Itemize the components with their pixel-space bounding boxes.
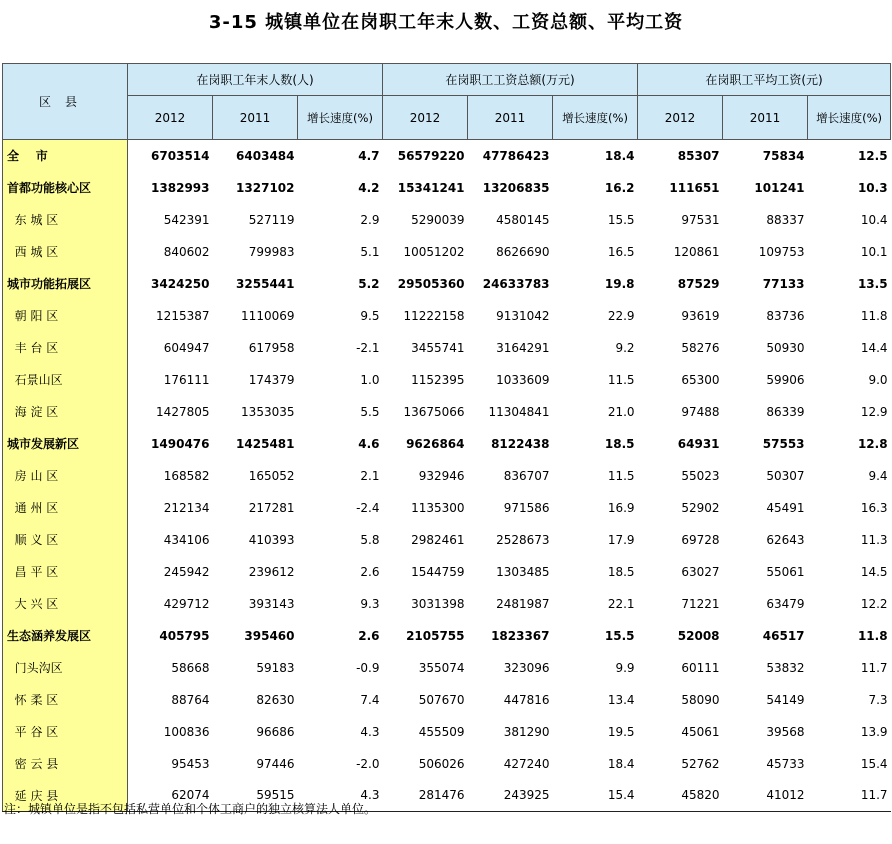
row-value-cell: 11.3 (860, 532, 888, 547)
row-value-cell: 45733 (766, 756, 805, 771)
table-row (3, 140, 891, 172)
row-value-cell: 12.5 (857, 148, 888, 163)
row-region-name: 平 谷 区 (3, 716, 128, 748)
row-value-cell: 2481987 (496, 596, 550, 611)
row-value-cell: 18.5 (604, 436, 635, 451)
row-value-cell: 86339 (766, 404, 805, 419)
row-value-cell: 1544759 (411, 564, 465, 579)
row-value-cell: 58090 (681, 692, 720, 707)
table-row (3, 652, 891, 684)
row-value-cell: 4580145 (496, 212, 550, 227)
row-value-cell: 109753 (758, 244, 805, 259)
row-value-cell: 1353035 (241, 404, 295, 419)
statistics-table (2, 63, 891, 812)
row-value-cell: 10.4 (860, 212, 888, 227)
row-region-name: 朝 阳 区 (3, 300, 128, 332)
corner-header: 区县 (3, 64, 128, 140)
row-value-cell: 62074 (128, 780, 213, 812)
sub-header-growth: 增长速度(%) (808, 96, 891, 140)
row-value-cell: 24633783 (482, 276, 550, 291)
row-region-name: 石景山区 (3, 364, 128, 396)
sub-header-2011: 2011 (723, 96, 808, 140)
row-region-name: 昌 平 区 (3, 556, 128, 588)
row-value-cell: 9131042 (496, 308, 550, 323)
row-value-cell: 58668 (171, 660, 210, 675)
row-value-cell: 59906 (766, 372, 805, 387)
row-value-cell: 15.5 (607, 212, 635, 227)
row-value-cell: 101241 (754, 180, 805, 195)
row-value-cell: 617958 (248, 340, 295, 355)
row-value-cell: 5.1 (360, 244, 380, 259)
row-value-cell: 1033609 (496, 372, 550, 387)
row-value-cell: 355074 (418, 660, 465, 675)
row-value-cell: 41012 (723, 780, 808, 812)
row-value-cell: 13.9 (860, 724, 888, 739)
row-value-cell: 4.3 (298, 780, 383, 812)
row-value-cell: 9.3 (360, 596, 380, 611)
row-value-cell: 245942 (163, 564, 210, 579)
row-value-cell: 12.9 (860, 404, 888, 419)
row-value-cell: 971586 (503, 500, 550, 515)
row-value-cell: 95453 (171, 756, 210, 771)
row-value-cell: 1327102 (236, 180, 295, 195)
row-value-cell: 165052 (248, 468, 295, 483)
row-region-name: 东 城 区 (3, 204, 128, 236)
row-value-cell: 14.5 (860, 564, 888, 579)
row-value-cell: 63479 (766, 596, 805, 611)
row-value-cell: 85307 (677, 148, 720, 163)
row-value-cell: 9.9 (615, 660, 635, 675)
row-value-cell: 174379 (248, 372, 295, 387)
row-value-cell: 15341241 (397, 180, 465, 195)
row-value-cell: 82630 (256, 692, 295, 707)
row-value-cell: 3455741 (411, 340, 465, 355)
row-value-cell: 239612 (248, 564, 295, 579)
row-value-cell: 59183 (256, 660, 295, 675)
row-value-cell: 4.3 (360, 724, 380, 739)
row-value-cell: 13.5 (857, 276, 888, 291)
table-row (3, 332, 891, 364)
row-value-cell: 52008 (677, 628, 720, 643)
row-region-name: 全 市 (3, 140, 128, 172)
row-value-cell: 447816 (503, 692, 550, 707)
row-value-cell: 9.4 (868, 468, 888, 483)
row-value-cell: 5290039 (411, 212, 465, 227)
row-region-name: 丰 台 区 (3, 332, 128, 364)
sub-header-2012: 2012 (383, 96, 468, 140)
row-value-cell: 19.8 (604, 276, 635, 291)
sub-header-2011: 2011 (468, 96, 553, 140)
row-value-cell: 2105755 (406, 628, 465, 643)
row-value-cell: 19.5 (607, 724, 635, 739)
row-value-cell: 88337 (766, 212, 805, 227)
row-value-cell: 8626690 (496, 244, 550, 259)
row-value-cell: 45820 (638, 780, 723, 812)
table-row (3, 236, 891, 268)
row-value-cell: 39568 (766, 724, 805, 739)
row-value-cell: 52762 (681, 756, 720, 771)
row-value-cell: 405795 (159, 628, 210, 643)
sub-header-growth: 增长速度(%) (553, 96, 638, 140)
row-value-cell: 4.7 (358, 148, 380, 163)
row-value-cell: 16.9 (607, 500, 635, 515)
row-value-cell: 55061 (766, 564, 805, 579)
row-value-cell: 243925 (468, 780, 553, 812)
row-region-name: 门头沟区 (3, 652, 128, 684)
row-value-cell: 22.1 (607, 596, 635, 611)
row-value-cell: 2.9 (360, 212, 380, 227)
row-region-name: 城市发展新区 (3, 428, 128, 460)
table-row (3, 172, 891, 204)
row-value-cell: 77133 (762, 276, 805, 291)
row-value-cell: 18.4 (604, 148, 635, 163)
row-value-cell: 93619 (681, 308, 720, 323)
row-value-cell: 1.0 (360, 372, 380, 387)
row-value-cell: 97446 (256, 756, 295, 771)
row-value-cell: 63027 (681, 564, 720, 579)
row-value-cell: 7.4 (360, 692, 380, 707)
row-value-cell: 15.4 (553, 780, 638, 812)
row-value-cell: 10051202 (403, 244, 465, 259)
row-value-cell: 455509 (418, 724, 465, 739)
row-value-cell: 71221 (681, 596, 720, 611)
row-value-cell: 4.2 (358, 180, 380, 195)
row-value-cell: 64931 (677, 436, 720, 451)
row-value-cell: 14.4 (860, 340, 888, 355)
row-value-cell: 45061 (681, 724, 720, 739)
row-value-cell: 11.7 (860, 660, 888, 675)
row-value-cell: 4.6 (358, 436, 380, 451)
row-value-cell: 97488 (681, 404, 720, 419)
row-value-cell: 5.5 (360, 404, 380, 419)
row-value-cell: 7.3 (868, 692, 888, 707)
row-value-cell: 5.2 (358, 276, 380, 291)
row-region-name: 怀 柔 区 (3, 684, 128, 716)
row-value-cell: 58276 (681, 340, 720, 355)
row-value-cell: 16.2 (604, 180, 635, 195)
row-value-cell: 1425481 (236, 436, 295, 451)
header-row-sub (3, 96, 891, 140)
row-value-cell: 836707 (503, 468, 550, 483)
row-value-cell: 100836 (163, 724, 210, 739)
row-value-cell: 1110069 (241, 308, 295, 323)
row-region-name: 延 庆 县 (3, 780, 128, 812)
row-value-cell: 281476 (383, 780, 468, 812)
row-value-cell: 2.6 (358, 628, 380, 643)
row-value-cell: 427240 (503, 756, 550, 771)
table-row (3, 748, 891, 780)
row-value-cell: 542391 (163, 212, 210, 227)
table-row (3, 556, 891, 588)
row-value-cell: 168582 (163, 468, 210, 483)
row-value-cell: 11.8 (860, 308, 888, 323)
row-value-cell: -2.0 (356, 756, 380, 771)
row-value-cell: -2.4 (356, 500, 380, 515)
table-row (3, 492, 891, 524)
row-value-cell: 13.4 (607, 692, 635, 707)
row-value-cell: 55023 (681, 468, 720, 483)
row-region-name: 西 城 区 (3, 236, 128, 268)
row-value-cell: 1303485 (496, 564, 550, 579)
row-value-cell: 56579220 (397, 148, 465, 163)
row-value-cell: 22.9 (607, 308, 635, 323)
row-value-cell: 10.1 (860, 244, 888, 259)
row-value-cell: 212134 (163, 500, 210, 515)
row-value-cell: 54149 (766, 692, 805, 707)
row-region-name: 通 州 区 (3, 492, 128, 524)
row-value-cell: 1135300 (411, 500, 465, 515)
row-region-name: 城市功能拓展区 (3, 268, 128, 300)
row-value-cell: 840602 (163, 244, 210, 259)
row-region-name: 大 兴 区 (3, 588, 128, 620)
sub-header-2011: 2011 (213, 96, 298, 140)
row-value-cell: 2.6 (360, 564, 380, 579)
row-region-name: 生态涵养发展区 (3, 620, 128, 652)
row-value-cell: 381290 (503, 724, 550, 739)
row-value-cell: 6703514 (151, 148, 210, 163)
table-row (3, 300, 891, 332)
row-value-cell: 18.4 (607, 756, 635, 771)
row-value-cell: 1382993 (151, 180, 210, 195)
row-value-cell: 120861 (673, 244, 720, 259)
row-value-cell: 11.5 (607, 372, 635, 387)
row-value-cell: -2.1 (356, 340, 380, 355)
row-value-cell: 15.4 (860, 756, 888, 771)
row-value-cell: 12.2 (860, 596, 888, 611)
row-value-cell: 18.5 (607, 564, 635, 579)
row-value-cell: 45491 (766, 500, 805, 515)
row-value-cell: 9.0 (868, 372, 888, 387)
row-value-cell: 8122438 (491, 436, 550, 451)
row-value-cell: 96686 (256, 724, 295, 739)
row-value-cell: 10.3 (857, 180, 888, 195)
row-value-cell: 62643 (766, 532, 805, 547)
row-value-cell: 799983 (248, 244, 295, 259)
row-value-cell: 5.8 (360, 532, 380, 547)
table-row (3, 396, 891, 428)
row-value-cell: 16.3 (860, 500, 888, 515)
row-value-cell: 97531 (681, 212, 720, 227)
row-value-cell: 69728 (681, 532, 720, 547)
row-value-cell: 11.8 (857, 628, 888, 643)
row-value-cell: 604947 (163, 340, 210, 355)
row-value-cell: 393143 (248, 596, 295, 611)
table-row (3, 716, 891, 748)
group-header-employees: 在岗职工年末人数(人) (128, 64, 383, 96)
row-value-cell: 50307 (766, 468, 805, 483)
row-value-cell: 506026 (418, 756, 465, 771)
table-body (3, 140, 891, 812)
row-value-cell: 1152395 (411, 372, 465, 387)
sub-header-2012: 2012 (638, 96, 723, 140)
row-value-cell: 507670 (418, 692, 465, 707)
table-row (3, 204, 891, 236)
row-value-cell: 9626864 (406, 436, 465, 451)
group-header-wage-total: 在岗职工工资总额(万元) (383, 64, 638, 96)
row-value-cell: 52902 (681, 500, 720, 515)
row-value-cell: 47786423 (482, 148, 550, 163)
row-value-cell: 932946 (418, 468, 465, 483)
row-value-cell: 1823367 (491, 628, 550, 643)
row-value-cell: 11.7 (808, 780, 891, 812)
row-value-cell: 11.5 (607, 468, 635, 483)
row-region-name: 海 淀 区 (3, 396, 128, 428)
row-value-cell: 1427805 (156, 404, 210, 419)
header-row-groups (3, 64, 891, 96)
page-title: 3-15 城镇单位在岗职工年末人数、工资总额、平均工资 (208, 12, 684, 33)
row-value-cell: 21.0 (607, 404, 635, 419)
row-value-cell: -0.9 (356, 660, 380, 675)
row-region-name: 首都功能核心区 (3, 172, 128, 204)
row-value-cell: 60111 (681, 660, 720, 675)
footnote: 注：城镇单位是指不包括私营单位和个体工商户的独立核算法人单位。 (4, 802, 377, 816)
row-value-cell: 410393 (248, 532, 295, 547)
row-value-cell: 3424250 (151, 276, 210, 291)
row-value-cell: 11222158 (403, 308, 465, 323)
table-row (3, 268, 891, 300)
sub-header-2012: 2012 (128, 96, 213, 140)
table-row (3, 588, 891, 620)
row-value-cell: 9.5 (360, 308, 380, 323)
sub-header-growth: 增长速度(%) (298, 96, 383, 140)
row-value-cell: 13675066 (403, 404, 465, 419)
row-value-cell: 6403484 (236, 148, 295, 163)
row-value-cell: 11304841 (488, 404, 550, 419)
row-value-cell: 13206835 (482, 180, 550, 195)
row-value-cell: 15.5 (604, 628, 635, 643)
row-value-cell: 3255441 (236, 276, 295, 291)
table-row (3, 460, 891, 492)
row-value-cell: 2.1 (360, 468, 380, 483)
row-value-cell: 3164291 (496, 340, 550, 355)
row-value-cell: 87529 (677, 276, 720, 291)
row-value-cell: 83736 (766, 308, 805, 323)
row-region-name: 密 云 县 (3, 748, 128, 780)
row-value-cell: 57553 (762, 436, 805, 451)
row-value-cell: 75834 (762, 148, 805, 163)
row-value-cell: 65300 (681, 372, 720, 387)
table-row (3, 684, 891, 716)
row-region-name: 顺 义 区 (3, 524, 128, 556)
group-header-avg-wage: 在岗职工平均工资(元) (638, 64, 891, 96)
row-value-cell: 1490476 (151, 436, 210, 451)
row-value-cell: 88764 (171, 692, 210, 707)
row-value-cell: 176111 (163, 372, 210, 387)
row-value-cell: 527119 (248, 212, 295, 227)
row-value-cell: 46517 (762, 628, 805, 643)
table-row (3, 620, 891, 652)
row-value-cell: 2982461 (411, 532, 465, 547)
row-value-cell: 9.2 (615, 340, 635, 355)
row-value-cell: 395460 (244, 628, 295, 643)
row-value-cell: 53832 (766, 660, 805, 675)
row-value-cell: 3031398 (411, 596, 465, 611)
row-value-cell: 17.9 (607, 532, 635, 547)
row-value-cell: 50930 (766, 340, 805, 355)
table-row (3, 364, 891, 396)
row-value-cell: 323096 (503, 660, 550, 675)
row-value-cell: 29505360 (397, 276, 465, 291)
row-value-cell: 429712 (163, 596, 210, 611)
row-value-cell: 2528673 (496, 532, 550, 547)
row-value-cell: 217281 (248, 500, 295, 515)
row-value-cell: 12.8 (857, 436, 888, 451)
table-row (3, 428, 891, 460)
row-value-cell: 16.5 (607, 244, 635, 259)
row-value-cell: 111651 (669, 180, 720, 195)
row-value-cell: 59515 (213, 780, 298, 812)
table-row (3, 524, 891, 556)
row-value-cell: 434106 (163, 532, 210, 547)
row-value-cell: 1215387 (156, 308, 210, 323)
row-region-name: 房 山 区 (3, 460, 128, 492)
